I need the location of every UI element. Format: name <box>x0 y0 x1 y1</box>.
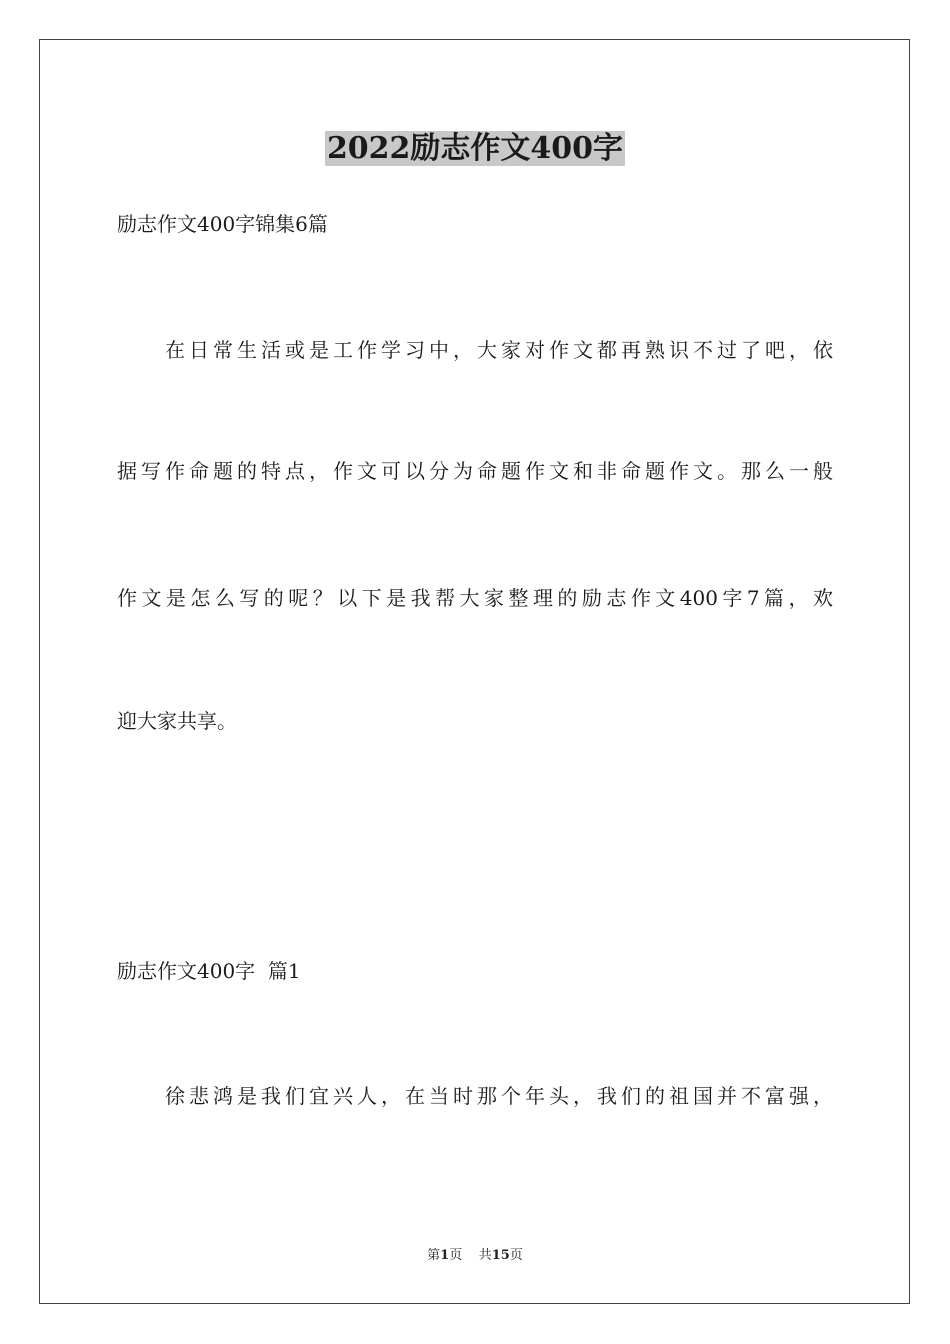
intro-line-2: 据写作命题的特点，作文可以分为命题作文和非命题作文。那么一般 <box>117 459 833 483</box>
intro-line-1: 在日常生活或是工作学习中，大家对作文都再熟识不过了吧，依 <box>165 338 833 362</box>
footer-suffix: 页 <box>509 1248 523 1263</box>
intro-line-4: 迎大家共享。 <box>117 709 237 733</box>
document-subtitle: 励志作文400字锦集6篇 <box>117 212 328 236</box>
footer-current-page: 1 <box>440 1248 450 1263</box>
footer-prefix: 第 <box>427 1248 441 1263</box>
document-title-highlight: 2022励志作文400字 <box>326 131 624 166</box>
document-title <box>0 128 950 170</box>
intro-line-3: 作文是怎么写的呢？以下是我帮大家整理的励志作文400字7篇，欢 <box>117 586 833 610</box>
footer-total-pages: 15 <box>491 1248 510 1263</box>
section-line-1: 徐悲鸿是我们宜兴人，在当时那个年头，我们的祖国并不富强， <box>165 1084 833 1108</box>
page-footer <box>0 1246 950 1266</box>
footer-middle: 页 共 <box>449 1248 492 1263</box>
section-heading: 励志作文400字 篇1 <box>117 959 301 983</box>
